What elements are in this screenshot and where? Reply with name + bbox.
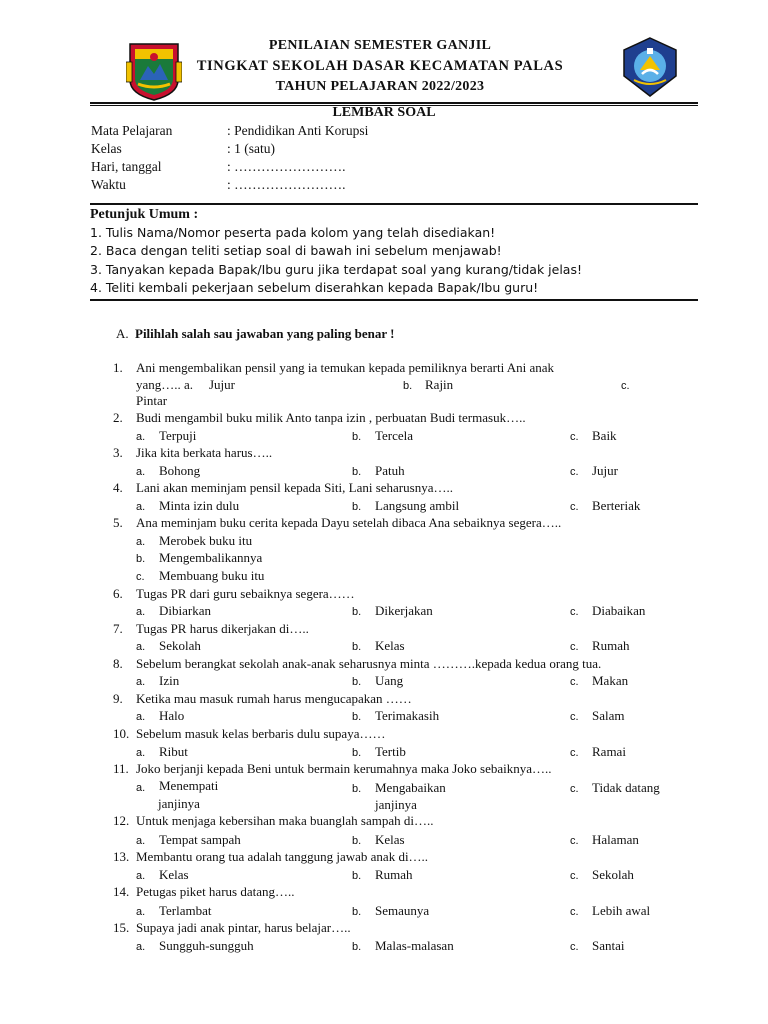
option-c-letter: c.	[570, 711, 579, 723]
option-a-text: Dibiarkan	[159, 603, 211, 618]
option-b-text: Langsung ambil	[375, 498, 460, 513]
question-text: Ani mengembalikan pensil yang ia temukan kepada pemiliknya berarti Ani anak	[136, 360, 555, 375]
question-text: Joko berjanji kepada Beni untuk bermain kerumahnya maka Joko sebaiknya…..	[136, 761, 552, 776]
option-a-text: Jujur	[209, 377, 235, 392]
question-number: 7.	[113, 621, 123, 636]
option-c-text: Makan	[592, 673, 629, 688]
meta-label: Waktu	[91, 177, 126, 192]
question-text-continued: yang….. a.	[136, 377, 194, 392]
option-c-text: Berteriak	[592, 498, 641, 513]
option-c-text: Tidak datang	[592, 780, 660, 795]
option-c-text: Sekolah	[592, 867, 634, 882]
option-b-letter: b.	[403, 380, 413, 392]
sheet-title: LEMBAR SOAL	[332, 105, 436, 120]
question-number: 3.	[113, 445, 123, 460]
option-a-letter: a.	[136, 606, 146, 618]
option-b-text: Uang	[375, 673, 404, 688]
option-a-letter: a.	[136, 536, 146, 548]
option-c-text: Pintar	[136, 393, 168, 408]
question-number: 11.	[113, 761, 129, 776]
question-text: Petugas piket harus datang…..	[136, 884, 295, 899]
option-b-letter: b.	[352, 906, 362, 918]
option-c-letter: c.	[570, 783, 579, 795]
tut-wuri-handayani-icon	[620, 36, 680, 98]
meta-label: Mata Pelajaran	[91, 123, 173, 138]
option-b-letter: b.	[352, 676, 362, 688]
option-a-text: Izin	[159, 673, 180, 688]
option-c-letter: c.	[570, 835, 579, 847]
instructions-title: Petunjuk Umum :	[90, 207, 199, 222]
meta-value: : 1 (satu)	[227, 141, 275, 156]
question-text: Tugas PR harus dikerjakan di…..	[136, 621, 309, 636]
option-b-text: Malas-malasan	[375, 938, 454, 953]
question-text: Budi mengambil buku milik Anto tanpa izin , perbuatan Budi termasuk…..	[136, 410, 526, 425]
option-b-text: Rajin	[425, 377, 454, 392]
option-c-text: Diabaikan	[592, 603, 646, 618]
option-c-letter: c.	[570, 906, 579, 918]
option-c-letter: c.	[570, 676, 579, 688]
meta-label: Hari, tanggal	[91, 159, 162, 174]
header-line-2: TINGKAT SEKOLAH DASAR KECAMATAN PALAS	[196, 58, 564, 74]
option-c-text: Jujur	[592, 463, 618, 478]
question-text: Membantu orang tua adalah tanggung jawab anak di…..	[136, 849, 429, 864]
option-b-letter: b.	[352, 783, 362, 795]
option-b-text: Kelas	[375, 832, 405, 847]
instruction-item: 4. Teliti kembali pekerjaan sebelum diserahkan kepada Bapak/Ibu guru!	[90, 280, 539, 295]
option-b-text: Mengabaikan	[375, 780, 446, 795]
option-b-letter: b.	[352, 711, 362, 723]
option-a-text: Tempat sampah	[159, 832, 241, 847]
option-c-letter: c.	[621, 380, 630, 392]
option-c-letter: c.	[570, 941, 579, 953]
header-line-3: TAHUN PELAJARAN 2022/2023	[275, 79, 485, 94]
section-title: Pilihlah salah sau jawaban yang paling benar !	[135, 326, 395, 341]
question-text: Ketika mau masuk rumah harus mengucapakan ……	[136, 691, 412, 706]
option-b-text: Dikerjakan	[375, 603, 433, 618]
question-number: 1.	[113, 360, 123, 375]
option-a-text: Merobek buku itu	[159, 533, 253, 548]
header-line-1: PENILAIAN SEMESTER GANJIL	[268, 38, 492, 53]
option-a-letter: a.	[136, 501, 146, 513]
option-a-text: Sungguh-sungguh	[159, 938, 254, 953]
option-b-text: Tercela	[375, 428, 414, 443]
option-a-text: Ribut	[159, 744, 188, 759]
option-a-text: Sekolah	[159, 638, 201, 653]
option-c-text: Halaman	[592, 832, 639, 847]
option-a-letter: a.	[136, 941, 146, 953]
option-c-text: Salam	[592, 708, 625, 723]
option-c-text: Membuang buku itu	[159, 568, 265, 583]
option-c-letter: c.	[570, 501, 579, 513]
option-b-text: Semaunya	[375, 903, 430, 918]
question-text: Untuk menjaga kebersihan maka buanglah sampah di…..	[136, 813, 434, 828]
option-b-letter: b.	[352, 941, 362, 953]
option-a-letter: a.	[136, 466, 146, 478]
question-text: Tugas PR dari guru sebaiknya segera……	[136, 586, 355, 601]
question-number: 13.	[113, 849, 130, 864]
option-c-text: Rumah	[592, 638, 630, 653]
option-c-text: Ramai	[592, 744, 626, 759]
option-b-letter: b.	[352, 431, 362, 443]
option-a-letter: a.	[136, 870, 146, 882]
option-a-text: Halo	[159, 708, 185, 723]
option-b-letter: b.	[352, 641, 362, 653]
option-a-text: Kelas	[159, 867, 189, 882]
option-c-letter: c.	[570, 606, 579, 618]
option-a-text: Bohong	[159, 463, 201, 478]
instructions-bottom-rule	[90, 299, 698, 301]
option-b-text: Tertib	[375, 744, 406, 759]
option-a-letter: a.	[136, 835, 146, 847]
question-number: 14.	[113, 884, 130, 899]
option-a-text: Terpuji	[159, 428, 197, 443]
option-c-letter: c.	[570, 747, 579, 759]
question-number: 12.	[113, 813, 130, 828]
option-b-letter: b.	[352, 835, 362, 847]
option-b-text: Patuh	[375, 463, 405, 478]
option-b-letter: b.	[352, 747, 362, 759]
option-b-text: Rumah	[375, 867, 413, 882]
option-a-letter: a.	[136, 782, 146, 794]
meta-label: Kelas	[91, 141, 122, 156]
question-number: 8.	[113, 656, 123, 671]
question-text: Jika kita berkata harus…..	[136, 445, 273, 460]
question-number: 4.	[113, 480, 123, 495]
option-c-letter: c.	[570, 870, 579, 882]
meta-value: : Pendidikan Anti Korupsi	[227, 123, 369, 138]
option-b-text: Terimakasih	[375, 708, 440, 723]
header-divider	[90, 102, 698, 104]
option-b-letter: b.	[352, 501, 362, 513]
instruction-item: 2. Baca dengan teliti setiap soal di bawah ini sebelum menjawab!	[90, 243, 502, 258]
question-number: 15.	[113, 920, 130, 935]
option-c-letter: c.	[570, 431, 579, 443]
instructions-top-rule	[90, 203, 698, 205]
option-a-text: Menempati	[159, 778, 219, 793]
option-b-text: Kelas	[375, 638, 405, 653]
option-c-text: Lebih awal	[592, 903, 651, 918]
option-a-letter: a.	[136, 431, 146, 443]
instruction-item: 1. Tulis Nama/Nomor peserta pada kolom yang telah disediakan!	[90, 225, 496, 240]
question-text: Sebelum berangkat sekolah anak-anak seharusnya minta ……….kepada kedua orang tua.	[136, 656, 602, 671]
option-c-letter: c.	[570, 466, 579, 478]
option-b-letter: b.	[352, 466, 362, 478]
question-number: 5.	[113, 515, 123, 530]
option-b-text-continued: janjinya	[375, 797, 417, 812]
meta-value: : …………………….	[227, 159, 346, 174]
option-b-text: Mengembalikannya	[159, 550, 263, 565]
question-text: Lani akan meminjam pensil kepada Siti, Lani seharusnya…..	[136, 480, 453, 495]
option-b-letter: b.	[352, 870, 362, 882]
option-a-letter: a.	[136, 747, 146, 759]
question-text: Ana meminjam buku cerita kepada Dayu setelah dibaca Ana sebaiknya segera…..	[136, 515, 562, 530]
option-c-letter: c.	[136, 571, 145, 583]
option-c-letter: c.	[570, 641, 579, 653]
instruction-item: 3. Tanyakan kepada Bapak/Ibu guru jika terdapat soal yang kurang/tidak jelas!	[90, 262, 582, 277]
option-a-text: Minta izin dulu	[159, 498, 240, 513]
question-number: 2.	[113, 410, 123, 425]
meta-value: : …………………….	[227, 177, 346, 192]
option-a-letter: a.	[136, 906, 146, 918]
question-text: Sebelum masuk kelas berbaris dulu supaya……	[136, 726, 386, 741]
option-c-text: Santai	[592, 938, 625, 953]
option-a-letter: a.	[136, 711, 146, 723]
option-a-text: Terlambat	[159, 903, 212, 918]
option-a-letter: a.	[136, 676, 146, 688]
question-number: 6.	[113, 586, 123, 601]
option-a-letter: a.	[136, 641, 146, 653]
question-number: 10.	[113, 726, 130, 741]
option-a-text-continued: janjinya	[158, 796, 200, 811]
section-letter: A.	[116, 326, 129, 341]
question-number: 9.	[113, 691, 123, 706]
option-b-letter: b.	[136, 553, 146, 565]
option-b-letter: b.	[352, 606, 362, 618]
option-c-text: Baik	[592, 428, 617, 443]
question-text: Supaya jadi anak pintar, harus belajar…..	[136, 920, 351, 935]
